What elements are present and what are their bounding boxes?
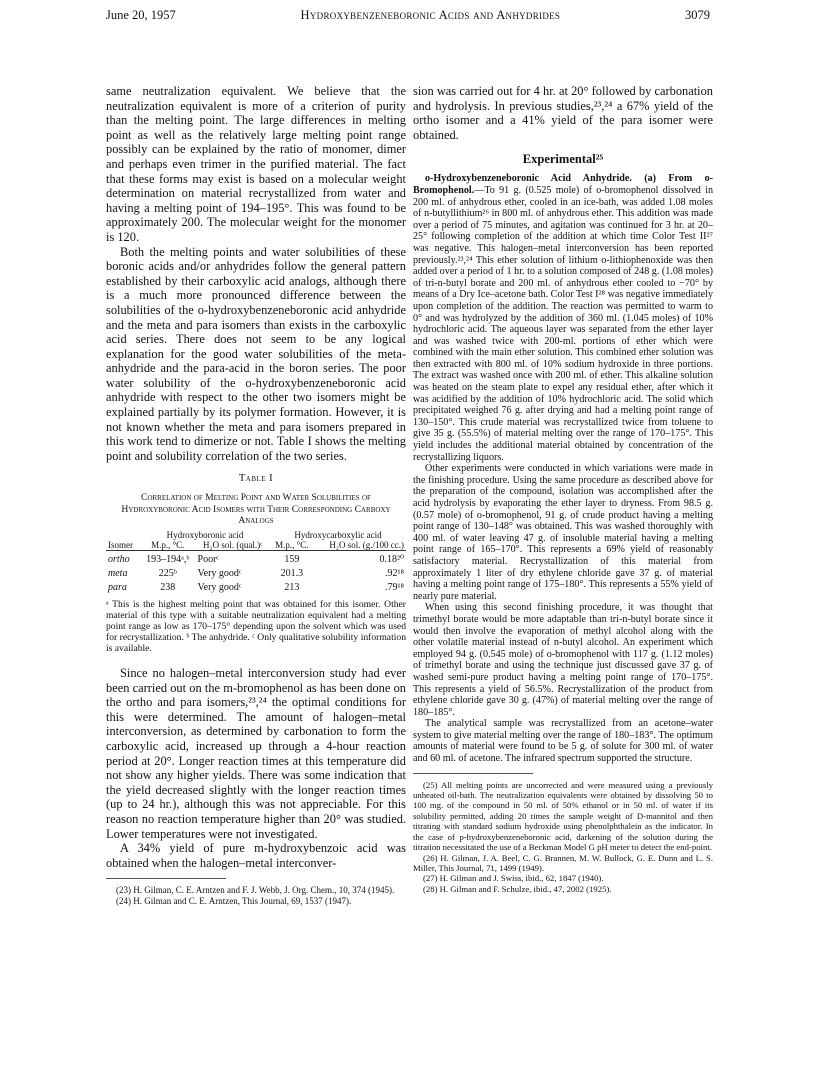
table-cell-mp: 201.3	[280, 568, 304, 580]
table-cell-isomer: meta	[108, 568, 128, 580]
table-col-sol-carboxylic: H₂O sol. (g./100 cc.)	[314, 540, 406, 551]
table-cell-sol: .79¹⁸	[385, 582, 404, 594]
footnote-26: (26) H. Gilman, J. A. Beel, C. G. Brannen, M. W. Bullock, G. E. Dunn and L. S. Miller, This Journal, 71, 1499 (1949).	[413, 852, 713, 873]
header-title: Hydroxybenzeneboronic Acids and Anhydrides	[300, 8, 561, 22]
table-cell-mp: 213	[284, 582, 300, 594]
left-paragraph-2: Both the melting points and water solubilities of these boronic acids and/or anhydrides follow the general pattern established by their carboxylic acid analogs, although there is a much more pronounced difference between the solubilities of the o-hydroxybenzeneboronic acid anhydride and the meta and para isomers than exists in the carboxylic acid series. There does not seem to be any logical explanation for the good water solubilities of the meta-anhydride and the para-acid in the boron series. The poor water solubility of the o-hydroxybenzeneboronic acid anhydride with respect to the other two isomers might be explained partially by its polymer formation. However, it is not known whether the meta and para isomers prepared in this work tend to dimerize or not. Table I shows the melting point and solubility correlation of the two series.	[106, 244, 406, 463]
footnote-divider	[106, 878, 226, 879]
experimental-paragraph-2: Other experiments were conducted in which variations were made in the finishing procedure. Using the same procedure as described above for the preparation of the compound, isolation was accomplished after the acid hydrolysis by evaporating the ether layer to dryness. From 98.5 g. (0.57 mole) of o-bromophenol, 91 g. of crude product having a melting point range of 130–148° was obtained. This was washed thoroughly with 400 ml. of water leaving 47 g. of insoluble material having a melting point range of 165–170°. This represents a 69% yield of reasonably satisfactory material. Recrystallization of this material from approximately 1 liter of dry ethylene chloride gave 37 g. of material having a melting point range of 175–180°. This represents a 55% yield of nearly pure material.	[413, 463, 713, 602]
table-col-sol-boronic: H₂O sol. (qual.)ᶜ	[196, 540, 270, 551]
footnote-ref-23: (23) H. Gilman, C. E. Arntzen and F. J. Webb, J. Org. Chem., 10, 374 (1945).	[116, 885, 395, 896]
footnote-27: (27) H. Gilman and J. Swiss, ibid., 62, 1847 (1940).	[423, 873, 604, 884]
table-row	[106, 551, 406, 568]
right-paragraph-1: sion was carried out for 4 hr. at 20° followed by carbonation and hydrolysis. In previous studies,²³,²⁴ a 67% yield of the ortho isomer and a 41% yield of the para isomer were obtained.	[413, 84, 713, 142]
header-date: June 20, 1957	[106, 8, 176, 22]
left-paragraph-1: same neutralization equivalent. We believe that the neutralization equivalent is more of a criterion of purity than the melting point. The large differences in melting point as well as the relatively large melting point range possibly can be explained by the ratio of monomer, dimer and perhaps even trimer in the purified material. The fact that these forms may exist is based on a molecular weight determination on material recrystallized from water and having a melting point of 194–195°. This was found to be approximately 200. The molecular weight for the monomer is 120.	[106, 84, 406, 244]
table-caption: Correlation of Melting Point and Water Solubilities of Hydroxyboronic Acid Isomers with Their Corresponding Carboxy Analogs	[121, 492, 391, 526]
table-cell-mp: 159	[284, 554, 300, 566]
table-cell-isomer: ortho	[108, 554, 130, 566]
table-col-mp-boronic: M.p., °C.	[140, 540, 196, 551]
experimental-paragraph-1	[413, 173, 713, 463]
table-cell-mp: 225ᵇ	[158, 568, 177, 580]
header-page-number: 3079	[684, 8, 710, 22]
table-col-isomer: Isomer	[106, 540, 140, 551]
table-cell-mp: 193–194ᵃ,ᵇ	[146, 554, 190, 566]
footnote-ref-24: (24) H. Gilman and C. E. Arntzen, This Journal, 69, 1537 (1947).	[116, 896, 352, 907]
table-group-carboxylic: Hydroxycarboxylic acid	[294, 530, 382, 541]
table-title: Table I	[238, 473, 274, 485]
table-footnote: ᵃ This is the highest melting point that was obtained for this isomer. Other material of this type with a suitable neutralization equivalent had a melting point range as low as 170–175° depending upon the solvent which was used for recrystallization. ᵇ The anhydride. ᶜ Only qualitative solubility information is available.	[106, 599, 406, 655]
right-column	[413, 84, 713, 894]
experimental-subheading: o-Hydroxybenzeneboronic Acid Anhydride. (a) From o-Bromophenol.	[413, 173, 713, 196]
table-group-boronic: Hydroxyboronic acid	[166, 530, 244, 541]
table-cell-isomer: para	[108, 582, 127, 594]
table-cell-sol: Very goodᶜ	[197, 568, 242, 580]
table-cell-mp: 238	[160, 582, 176, 594]
footnote-25: (25) All melting points are uncorrected and were measured using a previously unheated oil-bath. The neutralization equivalents were obtained by dissolving 50 to 100 mg. of the compound in 50 ml. of 50% ethanol or in 50 ml. of water if its solubility permitted, adding 20 times the sample weight of D-mannitol and then titrating with standard sodium hydroxide using phenolphthalein as the indicator. In the case of p-hydroxybenzeneboronic acid, darkening of the solution during the titration necessitated the use of a Beckman Model G pH meter to detect the end-point.	[413, 779, 713, 853]
left-paragraph-3: Since no halogen–metal interconversion study had ever been carried out on the m-bromophenol as has been done on the ortho and para isomers,²³,²⁴ the optimal conditions for this were determined. The amount of halogen–metal interconversion, as determined by carbonation to form the carboxylic acid, increased up through a 4-hour reaction period at 20°. Longer reaction times at this temperature did not show any higher yields. There was some indication that the yield decreased slightly with the longer reaction times (up to 24 hr.), although this was not appreciable. For this reason no reaction temperature higher than 20° was studied. Lower temperatures were not investigated.	[106, 666, 406, 841]
experimental-paragraph-4: The analytical sample was recrystallized from an acetone–water system to give material melting over the range of 180–183°. The optimum amounts of material were found to be 5 g. of solute for 300 ml. of water and 60 ml. of acetone. The infrared spectrum supported the structure.	[413, 718, 713, 765]
solubility-table	[106, 530, 406, 595]
experimental-paragraph-1-text: —To 91 g. (0.525 mole) of o-bromophenol dissolved in 200 ml. of anhydrous ether, cooled in an ice-bath, was added 1.08 moles of n-butyllithium²⁶ in 800 ml. of anhydrous ether. This addition was made over a period of 75 minutes, and agitation was continued for 3 hr. at 20–25° following completion of the addition at which time Color Test II²⁷ was negative. This halogen–metal interconversion has been reported previously.²³,²⁴ This ether solution of lithium o-lithiophenoxide was then added over a period of 1 hr. to a solution composed of 248 g. (1.08 moles) of tri-n-butyl borate and 200 ml. of anhydrous ether cooled to −70° by means of a Dry Ice–acetone bath. Color Test I²⁸ was negative immediately upon completion of the addition. The reaction was permitted to warm to 0° and was hydrolyzed by the addition of 360 ml. (1.045 moles) of 10% hydrochloric acid. The aqueous layer was separated from the ether layer and was washed twice with 200-ml. portions of ether which were combined with the main ether solution. This combined ether solution was then extracted with 800 ml. of 10% sodium hydroxide in three portions. The extract was washed once with 200 ml. of ether. This alkaline solution was heated on the steam plate to expel any residual ether, after which it was acidified by the addition of 10% hydrochloric acid. The solid which precipitated weighed 76 g. after drying and had a melting point range of 130–150°. This crude material was recrystallized twice from toluene to give 35 g. (55.5%) of material melting over the range of 170–175°. This yield includes the additional material obtained by concentration of the recrystallizing liquors.	[413, 184, 713, 463]
section-heading-experimental: Experimental²⁵	[522, 152, 604, 167]
table-cell-sol: 0.18²⁰	[379, 554, 404, 566]
table-cell-sol: Very goodᶜ	[197, 582, 242, 594]
table-cell-sol: .92¹⁸	[385, 568, 404, 580]
page-header	[106, 8, 710, 28]
footnote-28: (28) H. Gilman and F. Schulze, ibid., 47, 2002 (1925).	[423, 883, 612, 894]
footnote-divider	[413, 773, 533, 774]
left-column	[106, 84, 406, 907]
table-cell-sol: Poorᶜ	[197, 554, 219, 566]
table-row	[106, 567, 406, 581]
experimental-paragraph-3: When using this second finishing procedure, it was thought that trimethyl borate would be more adaptable than tri-n-butyl borate since it would then involve the evaporation of methyl alcohol along with the other volatile material instead of n-butyl alcohol. An experiment which employed 94 g. (0.545 mole) of o-bromophenol with 117 g. (1.12 moles) of trimethyl borate and using the technique just discussed gave 37 g. of washed semi-pure product having a melting point range of 170–175°. This represents a yield of 56.5%. Recrystallization of the product from ethylene chloride gave 30 g. (47%) of material melting over the range of 180–185°.	[413, 602, 713, 718]
table-col-mp-carboxylic: M.p., °C.	[270, 540, 314, 551]
table-row	[106, 581, 406, 595]
left-paragraph-4: A 34% yield of pure m-hydroxybenzoic acid was obtained when the halogen–metal interconver-	[106, 841, 406, 870]
